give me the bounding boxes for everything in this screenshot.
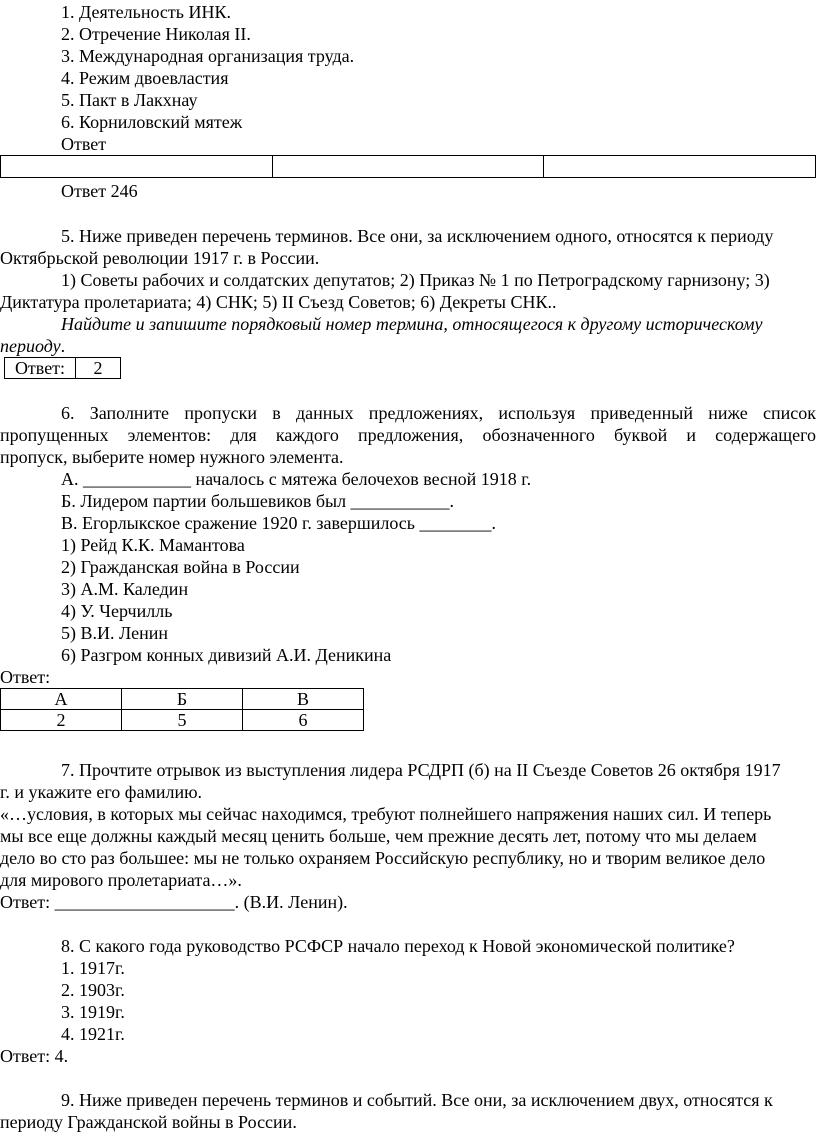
list-item: 5. Пакт в Лакхнау [61, 90, 198, 110]
table-cell [1, 156, 273, 178]
table-header: В [243, 689, 364, 710]
q8-answer: Ответ: 4. [0, 1046, 69, 1066]
table-header: Б [122, 689, 243, 710]
answer-label: Ответ [61, 134, 107, 154]
table-header: А [1, 689, 122, 710]
q6-text: пропущенных элементов: для каждого предложения, обозначенного буквой и содержащего [0, 425, 816, 445]
list-item: 3. Международная организация труда. [61, 46, 355, 66]
q8-option: 3. 1919г. [61, 1002, 125, 1022]
answer-result: Ответ 246 [61, 181, 138, 201]
table-cell [272, 156, 544, 178]
list-item: 1. Деятельность ИНК. [61, 2, 231, 22]
q5-terms: Диктатура пролетариата; 4) СНК; 5) II Съезд Советов; 6) Декреты СНК.. [0, 292, 557, 312]
q7-quote: «…условия, в которых мы сейчас находимся, требуют полнейшего напряжения наших сил. И теперь [0, 804, 772, 824]
q7-quote: дело во сто раз большее: мы не только охраняем Российскую республику, но и творим великое дело [0, 848, 766, 868]
q6-option: 3) А.М. Каледин [61, 579, 189, 599]
q9-text: 9. Ниже приведен перечень терминов и событий. Все они, за исключением двух, относятся к [61, 1090, 773, 1110]
q5-task-end: . [60, 336, 66, 356]
q6-option: 6) Разгром конных дивизий А.И. Деникина [61, 645, 392, 665]
q7-text: г. и укажите его фамилию. [0, 782, 203, 802]
answer-value-cell: 2 [76, 358, 121, 379]
q6-sentence: В. Егорлыкское сражение 1920 г. завершилось ________. [61, 513, 496, 533]
q5-text: Октябрьской революции 1917 г. в России. [0, 248, 320, 268]
q5-text: 5. Ниже приведен перечень терминов. Все они, за исключением одного, относятся к периоду [61, 226, 774, 246]
q7-quote: мы все еще должны каждый месяц ценить больше, чем прежние десять лет, потому что мы делаем [0, 826, 757, 846]
list-item: 6. Корниловский мятеж [61, 112, 243, 132]
table-cell: 2 [1, 710, 122, 731]
q6-answer-table [0, 688, 364, 731]
q9-text: периоду Гражданской войны в России. [0, 1112, 297, 1132]
q5-terms: 1) Советы рабочих и солдатских депутатов; 2) Приказ № 1 по Петроградскому гарнизону; 3) [61, 270, 770, 290]
q8-option: 2. 1903г. [61, 980, 125, 1000]
table-cell [544, 156, 816, 178]
q5-task: Найдите и запишите порядковый номер термина, относящегося к другому историческому [61, 314, 763, 334]
table-cell: 5 [122, 710, 243, 731]
q8-option: 1. 1917г. [61, 958, 125, 978]
q6-option: 2) Гражданская война в России [61, 557, 300, 577]
q6-sentence: Б. Лидером партии большевиков был ___________. [61, 491, 455, 511]
q6-option: 4) У. Черчилль [61, 601, 173, 621]
q6-option: 1) Рейд К.К. Мамантова [61, 535, 245, 555]
q6-text: 6. Заполните пропуски в данных предложениях, используя приведенный ниже список [61, 403, 816, 423]
q5-task-word: периоду [0, 336, 61, 356]
q7-text: 7. Прочтите отрывок из выступления лидера РСДРП (б) на II Съезде Советов 26 октября 1917 [61, 760, 781, 780]
q8-question: 8. С какого года руководство РСФСР начало переход к Новой экономической политике? [61, 936, 735, 956]
list-item: 4. Режим двоевластия [61, 68, 229, 88]
q6-answer-label: Ответ: [0, 667, 51, 687]
list-item: 2. Отречение Николая II. [61, 24, 251, 44]
q7-quote: для мирового пролетариата…». [0, 870, 242, 890]
q6-sentence: А. ____________ началось с мятежа белочехов весной 1918 г. [61, 469, 532, 489]
q6-text: пропуск, выберите номер нужного элемента. [0, 447, 344, 467]
table-cell: 6 [243, 710, 364, 731]
q6-option: 5) В.И. Ленин [61, 623, 168, 643]
q8-option: 4. 1921г. [61, 1024, 125, 1044]
answer-label-cell: Ответ: [5, 358, 76, 379]
q5-answer-table [4, 357, 121, 379]
q7-answer: Ответ: ____________________. (В.И. Ленин). [0, 892, 348, 912]
empty-answer-table [0, 155, 816, 178]
q5-task [0, 335, 65, 357]
